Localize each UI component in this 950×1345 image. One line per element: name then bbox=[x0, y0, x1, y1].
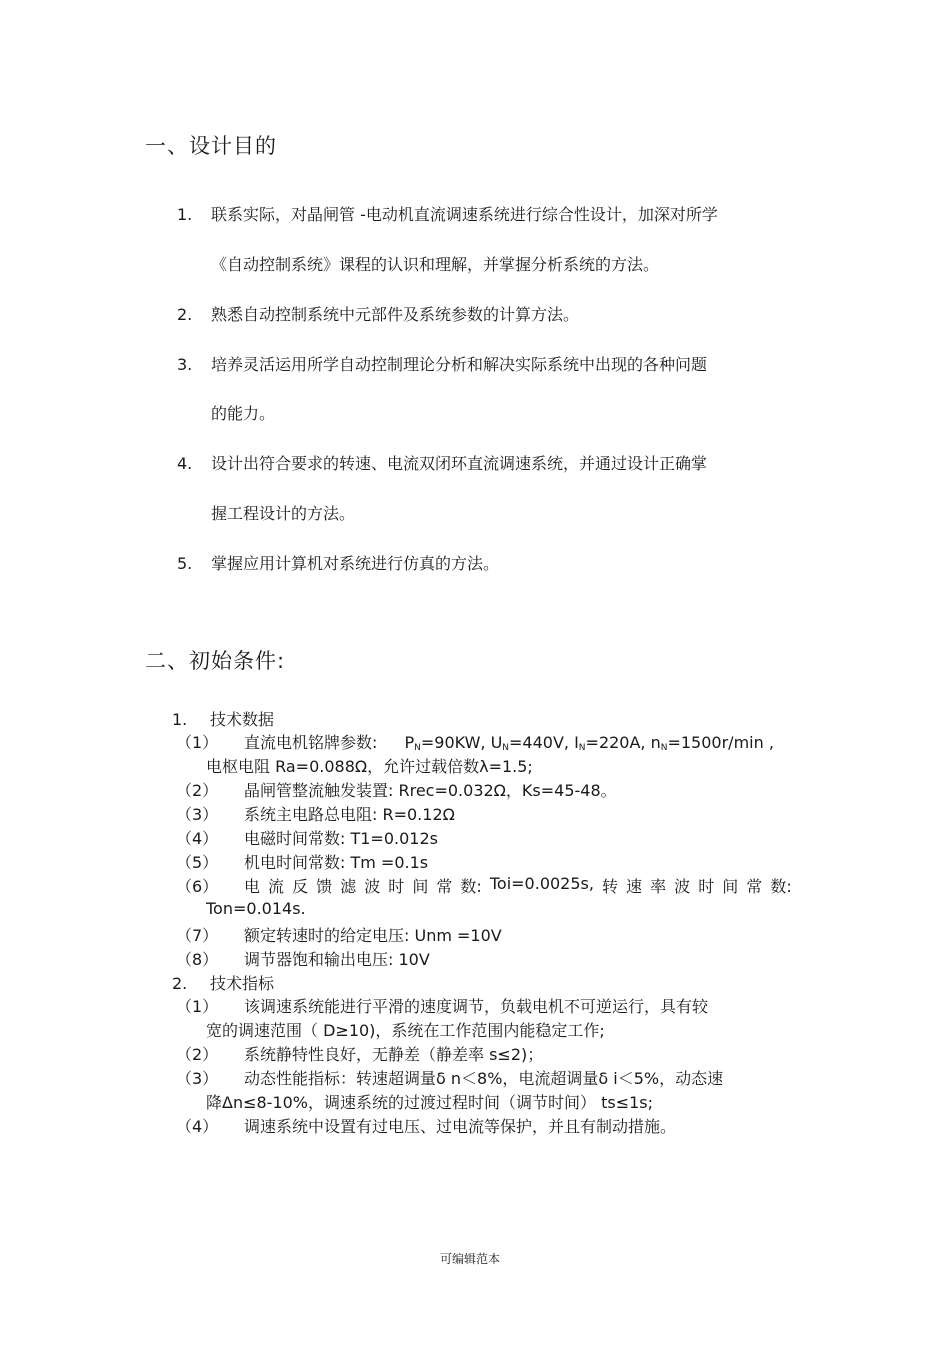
row-index: （1） bbox=[176, 997, 219, 1016]
tech-index-row-1-continuation: 宽的调速范围（ D≥10)，系统在工作范围内能稳定工作; bbox=[206, 1021, 605, 1040]
param-u-value: =440V, I bbox=[509, 733, 579, 752]
row-text: 该调速系统能进行平滑的速度调节，负载电机不可逆运行，具有较 bbox=[244, 997, 709, 1016]
heading-text: 技术数据 bbox=[210, 710, 275, 729]
row-index: （2） bbox=[176, 1045, 219, 1064]
tech-data-row-6 bbox=[176, 874, 792, 897]
tech-data-row-7 bbox=[176, 923, 502, 946]
list-item-2 bbox=[177, 302, 579, 325]
sub-n: N bbox=[578, 743, 586, 753]
text-fragment: 反 bbox=[292, 877, 309, 896]
row-text: 系统静特性良好，无静差（静差率 s≤2)； bbox=[244, 1045, 544, 1064]
row-index: （7） bbox=[176, 926, 219, 945]
param-p-value: =90KW, U bbox=[420, 733, 503, 752]
list-number: 2. bbox=[172, 974, 188, 993]
row-text: 系统主电路总电阻: R=0.12Ω bbox=[244, 805, 455, 824]
text-fragment: 电 bbox=[244, 877, 261, 896]
list-number: 1. bbox=[177, 205, 193, 224]
text-fragment: 滤 bbox=[340, 877, 357, 896]
row-text: 动态性能指标：转速超调量δ n＜8%，电流超调量δ i＜5%，动态速 bbox=[244, 1069, 724, 1088]
text-fragment: 间 bbox=[412, 877, 429, 896]
list-text: 掌握应用计算机对系统进行仿真的方法。 bbox=[211, 554, 500, 573]
tech-data-row-1 bbox=[176, 730, 774, 753]
list-text: 设计出符合要求的转速、电流双闭环直流调速系统，并通过设计正确掌 bbox=[211, 454, 708, 473]
text-fragment: 数: bbox=[770, 877, 792, 896]
list-number: 4. bbox=[177, 454, 193, 473]
list-item-3-continuation: 的能力。 bbox=[211, 404, 276, 423]
text-fragment: 馈 bbox=[316, 877, 333, 896]
param-p: P bbox=[404, 733, 415, 752]
list-item-4-continuation: 握工程设计的方法。 bbox=[211, 504, 356, 523]
section-1-title: 一、设计目的 bbox=[145, 134, 277, 158]
list-item-1 bbox=[177, 202, 718, 225]
row-index: （6） bbox=[176, 877, 219, 896]
list-text: 联系实际，对晶闸管 -电动机直流调速系统进行综合性设计，加深对所学 bbox=[211, 205, 718, 224]
tech-index-row-1 bbox=[176, 994, 708, 1017]
list-item-5 bbox=[177, 551, 499, 574]
motor-params bbox=[405, 733, 774, 752]
list-text: 培养灵活运用所学自动控制理论分析和解决实际系统中出现的各种问题 bbox=[211, 355, 708, 374]
tech-data-row-1-continuation: 电枢电阻 Ra=0.088Ω，允许过载倍数λ=1.5; bbox=[206, 757, 533, 776]
param-n-value: =1500r/min , bbox=[667, 733, 774, 752]
row-index: （3） bbox=[176, 805, 219, 824]
tech-data-row-3 bbox=[176, 802, 455, 825]
section-2-title: 二、初始条件: bbox=[145, 649, 286, 673]
list-text: 熟悉自动控制系统中元部件及系统参数的计算方法。 bbox=[211, 305, 580, 324]
text-fragment: 流 bbox=[268, 877, 285, 896]
sub-n: N bbox=[660, 743, 668, 753]
text-fragment: Toi=0.0025s, bbox=[489, 874, 594, 893]
list-item-4 bbox=[177, 451, 707, 474]
tech-data-row-6-continuation: Ton=0.014s. bbox=[206, 899, 306, 918]
list-number: 1. bbox=[172, 710, 188, 729]
tech-data-row-8 bbox=[176, 947, 430, 970]
row-text: 机电时间常数: Tm =0.1s bbox=[244, 853, 429, 872]
tech-index-row-3-continuation: 降Δn≤8-10%，调速系统的过渡过程时间（调节时间） ts≤1s; bbox=[206, 1093, 654, 1112]
text-fragment: 波 bbox=[674, 877, 691, 896]
tech-data-row-2 bbox=[176, 778, 617, 801]
row-text: 晶闸管整流触发装置: Rrec=0.032Ω，Ks=45-48。 bbox=[244, 781, 617, 800]
tech-index-row-3 bbox=[176, 1066, 723, 1089]
tech-data-row-5 bbox=[176, 850, 428, 873]
param-i-value: =220A, n bbox=[585, 733, 661, 752]
row-text: 调节器饱和输出电压: 10V bbox=[244, 950, 430, 969]
text-fragment: 时 bbox=[698, 877, 715, 896]
text-fragment: 率 bbox=[650, 877, 667, 896]
page-footer: 可编辑范本 bbox=[440, 1252, 501, 1266]
row-text: 调速系统中设置有过电压、过电流等保护，并且有制动措施。 bbox=[244, 1117, 677, 1136]
row-index: （8） bbox=[176, 950, 219, 969]
sub-n: N bbox=[502, 743, 510, 753]
list-number: 5. bbox=[177, 554, 193, 573]
sub-n: N bbox=[414, 743, 421, 753]
list-item-3 bbox=[177, 352, 707, 375]
row-index: （3） bbox=[176, 1069, 219, 1088]
tech-data-heading bbox=[172, 707, 274, 730]
text-fragment: 速 bbox=[626, 877, 643, 896]
row-index: （2） bbox=[176, 781, 219, 800]
row-index: （4） bbox=[176, 1117, 219, 1136]
tech-index-row-2 bbox=[176, 1042, 543, 1065]
heading-text: 技术指标 bbox=[210, 974, 275, 993]
list-item-1-continuation: 《自动控制系统》课程的认识和理解，并掌握分析系统的方法。 bbox=[211, 255, 660, 274]
row-label: 直流电机铭牌参数: bbox=[244, 733, 378, 752]
row-text: 电磁时间常数: T1=0.012s bbox=[244, 829, 438, 848]
text-fragment: 常 bbox=[746, 877, 763, 896]
row-index: （4） bbox=[176, 829, 219, 848]
text-fragment: 波 bbox=[364, 877, 381, 896]
row-index: （1） bbox=[176, 733, 219, 752]
text-fragment: 间 bbox=[722, 877, 739, 896]
text-fragment: 常 bbox=[436, 877, 453, 896]
tech-data-row-4 bbox=[176, 826, 438, 849]
row-index: （5） bbox=[176, 853, 219, 872]
text-fragment: 转 bbox=[602, 877, 619, 896]
text-fragment: 时 bbox=[388, 877, 405, 896]
text-fragment: 数: bbox=[460, 877, 482, 896]
tech-index-row-4 bbox=[176, 1114, 676, 1137]
row-justified-text bbox=[244, 874, 792, 897]
list-number: 3. bbox=[177, 355, 193, 374]
row-text: 额定转速时的给定电压: Unm =10V bbox=[244, 926, 502, 945]
tech-index-heading bbox=[172, 971, 274, 994]
list-number: 2. bbox=[177, 305, 193, 324]
